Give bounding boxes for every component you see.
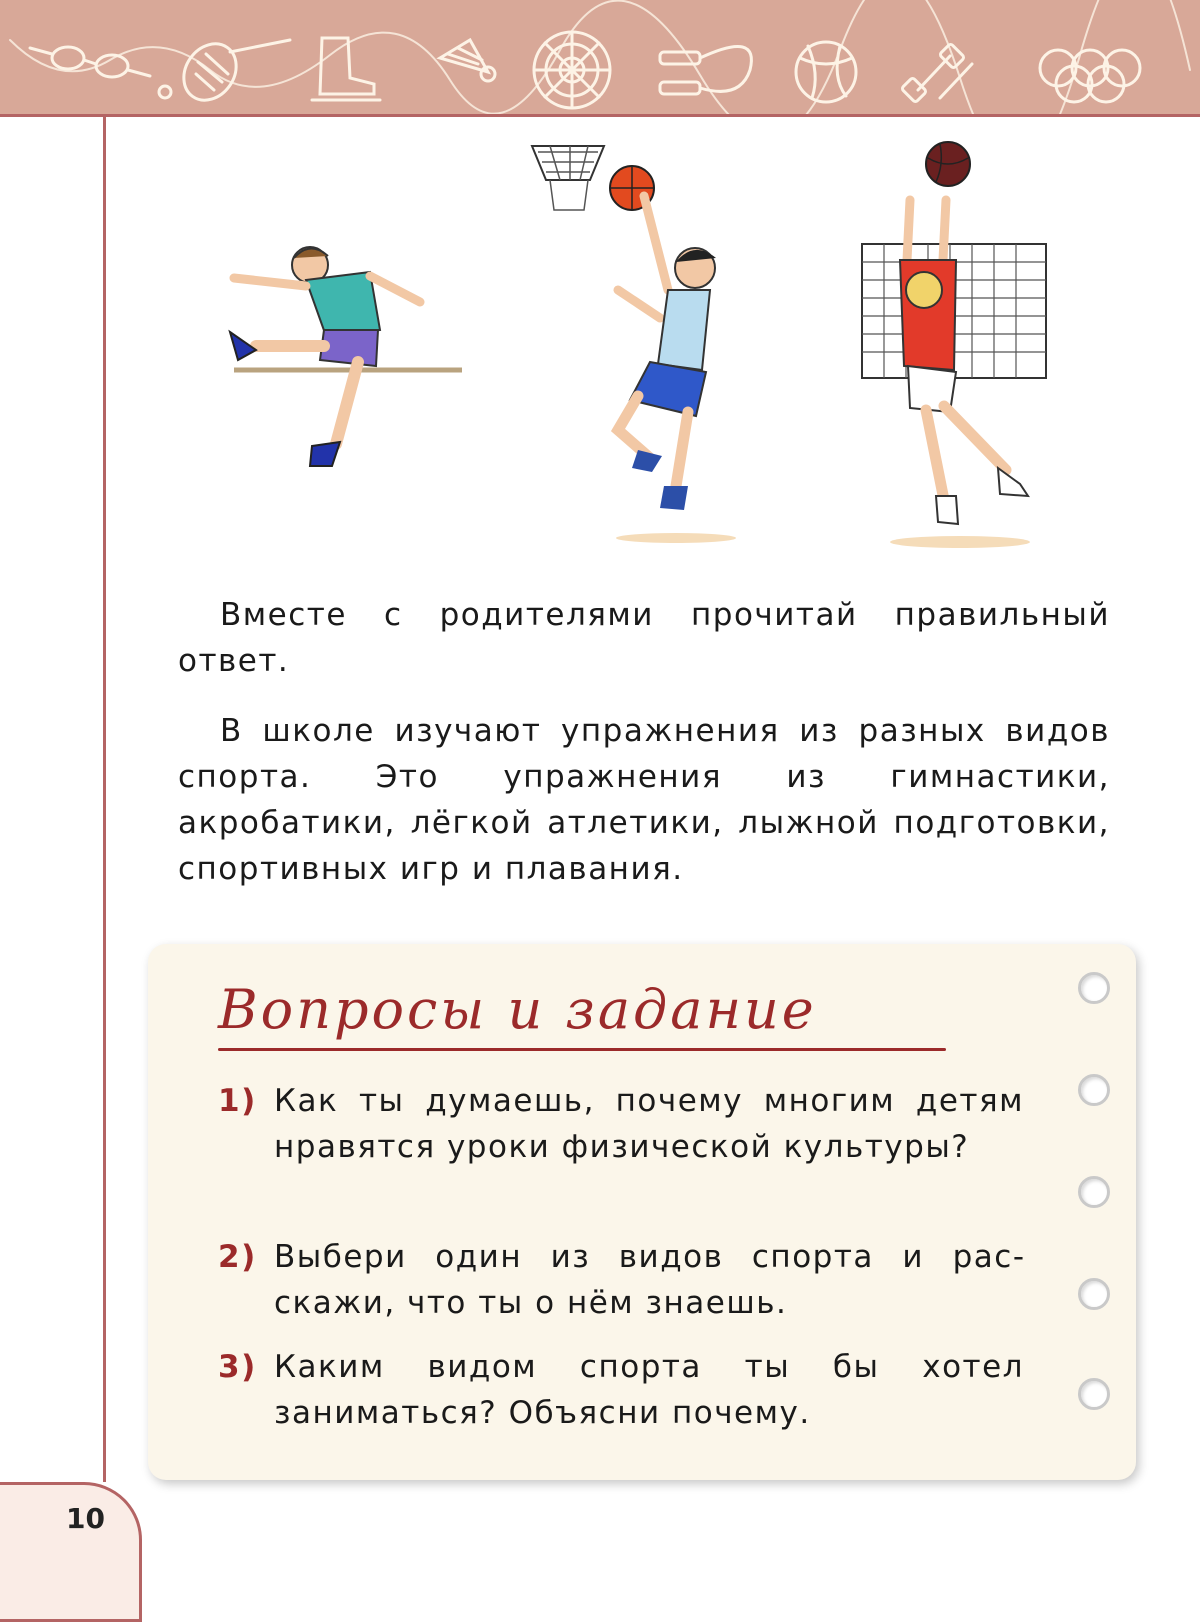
- volleyball-player-figure: [862, 142, 1046, 548]
- sports-header-banner: [0, 0, 1200, 116]
- questions-title: Вопросы и задание: [218, 978, 817, 1041]
- high-jump-boy-figure: [230, 247, 462, 466]
- binder-ring-icon: [1078, 1074, 1110, 1106]
- school-sports-paragraph: В школе изучают упражнения из разных видов спорта. Это упражнения из гимнастики, акробатики, лёгкой атлетики, лыжной подготовки, спортивных игр и плавания.: [178, 713, 1110, 887]
- question-2: [218, 1234, 1024, 1326]
- volleyball-icon: [796, 42, 856, 102]
- binder-ring-icon: [1078, 972, 1110, 1004]
- binder-ring-icon: [1078, 1278, 1110, 1310]
- question-number: 1): [218, 1083, 257, 1119]
- binder-ring-icon: [1078, 1176, 1110, 1208]
- dumbbell-icon: [901, 43, 972, 102]
- question-number: 3): [218, 1349, 257, 1385]
- tennis-racket-icon: [159, 34, 290, 111]
- questions-box: [148, 944, 1136, 1480]
- question-1: [218, 1078, 1024, 1170]
- binder-ring-icon: [1078, 1378, 1110, 1410]
- question-number: 2): [218, 1239, 257, 1275]
- question-3: [218, 1344, 1024, 1436]
- olympic-rings-icon: [1040, 50, 1140, 102]
- basketball-player-figure: [532, 146, 736, 543]
- shuttlecock-icon: [440, 40, 495, 81]
- instruction-paragraph: Вместе с родителями прочитай правильный ответ.: [178, 597, 1110, 679]
- skate-icon: [312, 38, 380, 100]
- page-number: 10: [66, 1502, 105, 1535]
- question-text: Выбери один из видов спорта и расскажи, что ты о нём знаешь.: [274, 1239, 1024, 1321]
- header-divider: [0, 114, 1200, 117]
- goggles-icon: [30, 47, 150, 77]
- question-text: Как ты думаешь, почему многим детям нравятся уроки физической культуры?: [274, 1083, 1024, 1165]
- questions-title-underline: [218, 1048, 946, 1051]
- jump-rope-icon: [660, 46, 751, 94]
- dartboard-icon: [534, 32, 610, 108]
- margin-line: [103, 116, 106, 1482]
- sports-equipment-strip: [0, 0, 1200, 116]
- sports-illustration: [220, 140, 1080, 570]
- question-text: Каким видом спорта ты бы хотел заниматься? Объясни почему.: [274, 1349, 1024, 1431]
